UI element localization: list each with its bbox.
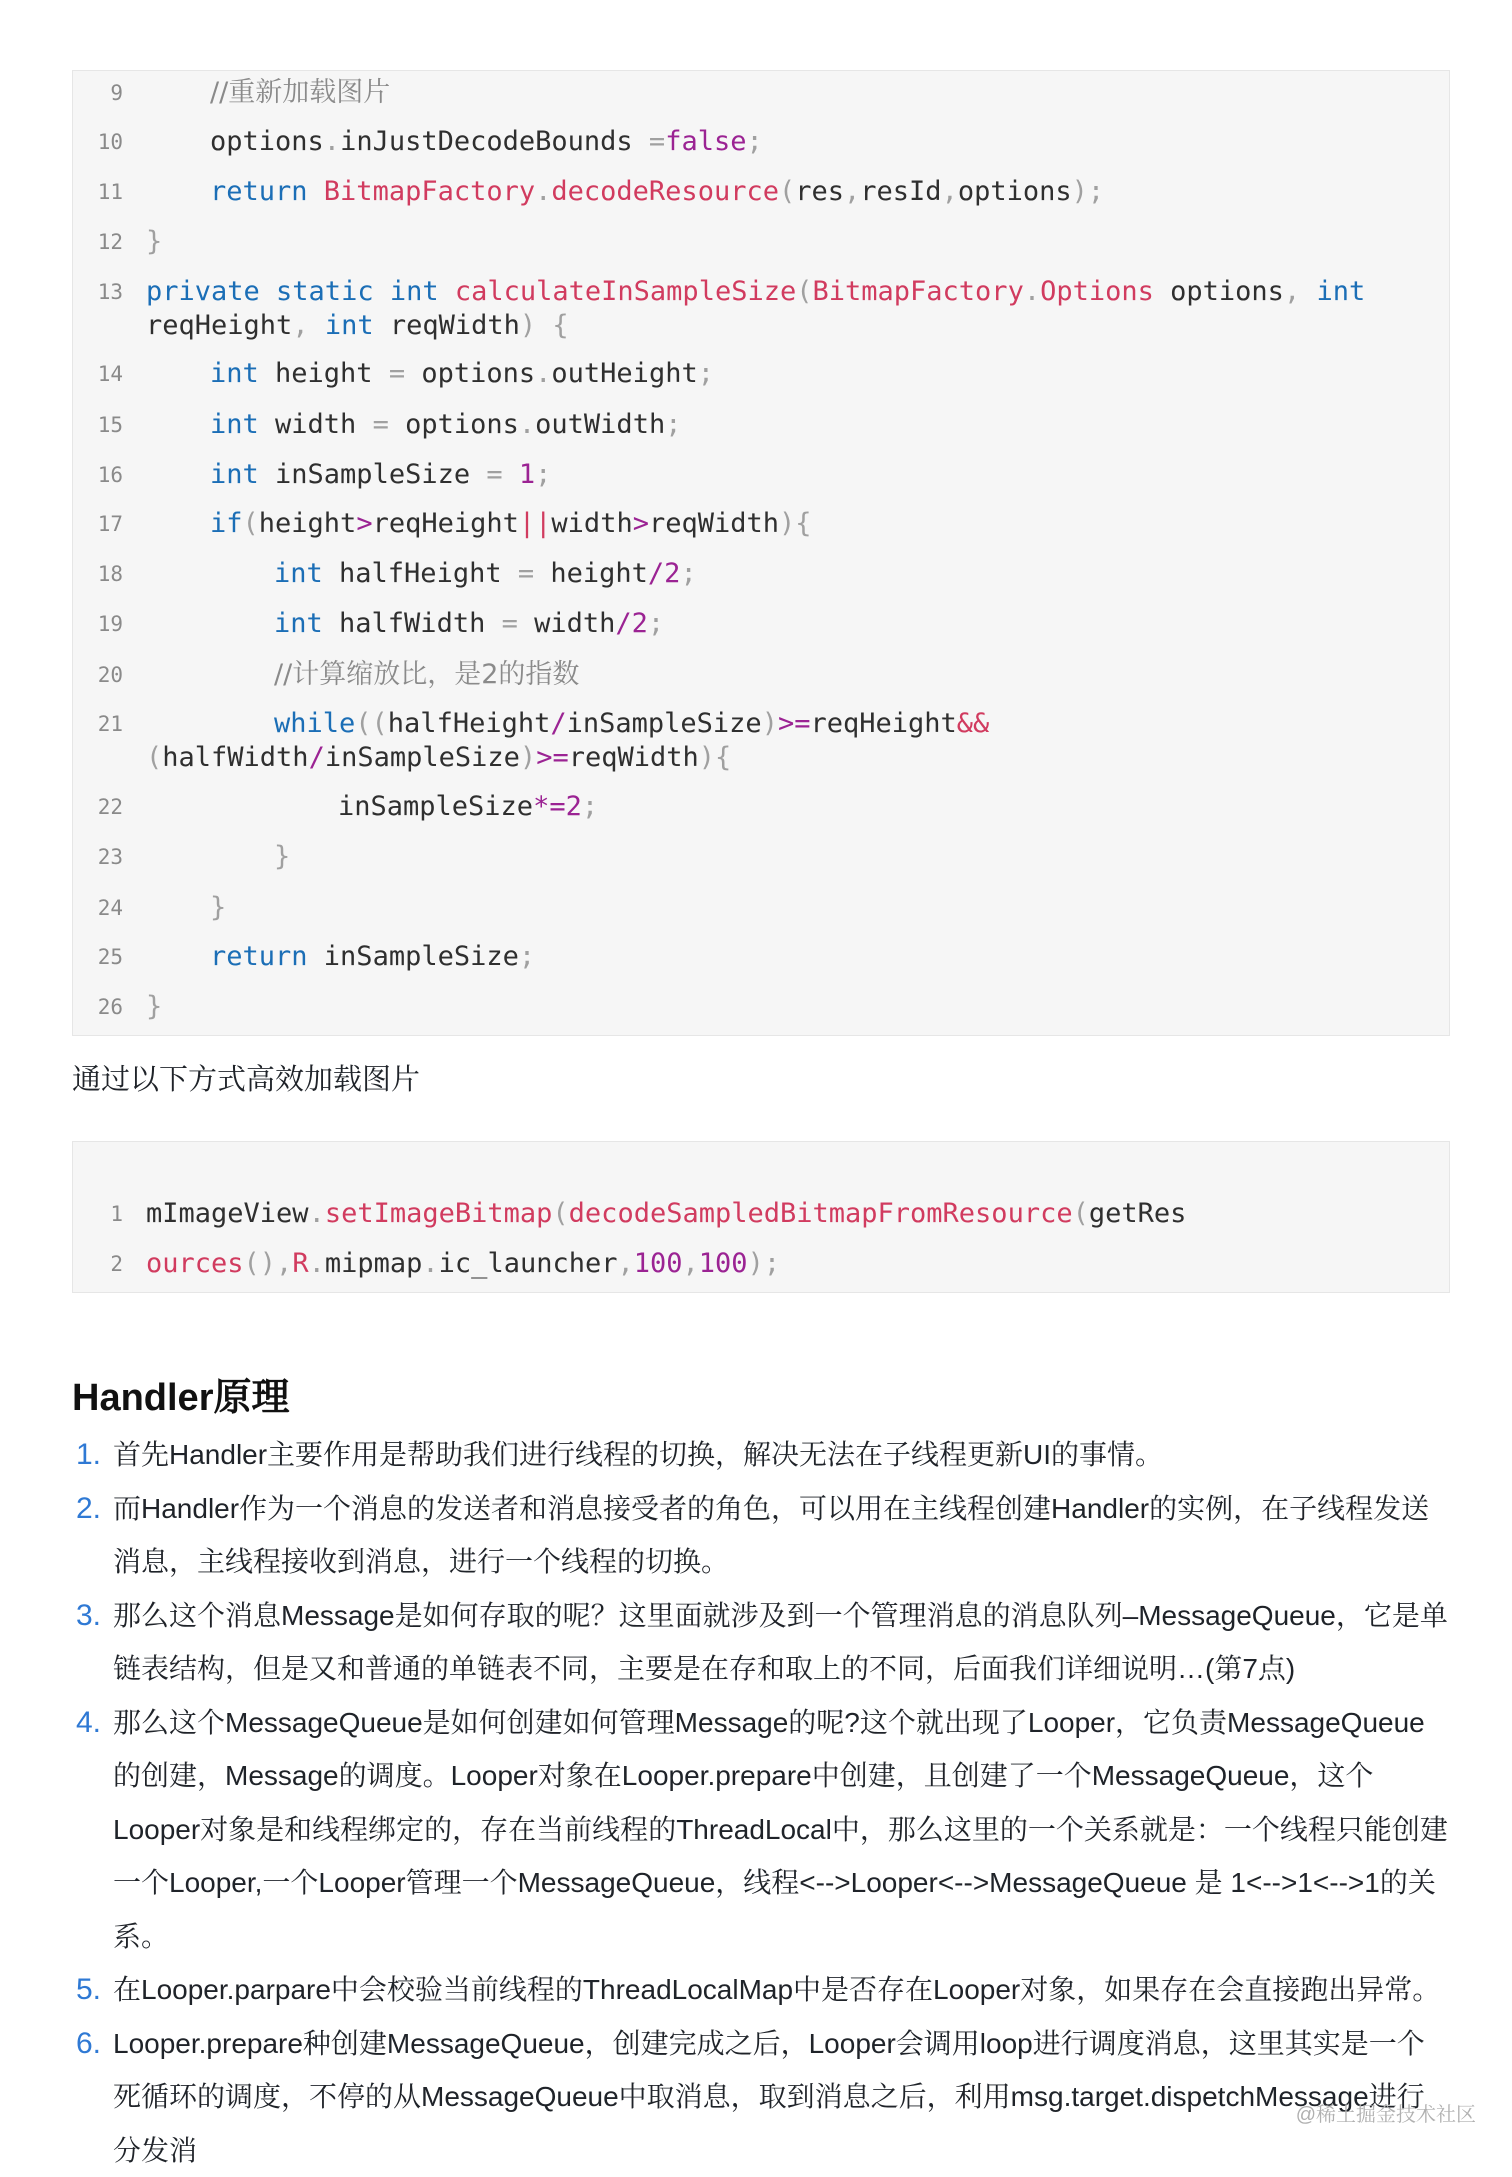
code-token: width xyxy=(534,608,615,639)
code-token: (), xyxy=(244,1248,293,1279)
line-number: 17 xyxy=(73,507,123,541)
code-token: return xyxy=(210,176,324,207)
code-token: private static int xyxy=(146,276,455,307)
line-number: 2 xyxy=(73,1247,123,1281)
code-token: options xyxy=(958,176,1072,207)
list-item-number: 2. xyxy=(76,1482,101,1536)
code-token: inSampleSize xyxy=(325,742,520,773)
code-token: } xyxy=(210,892,226,923)
code-token: ){ xyxy=(779,508,812,539)
code-token: resId xyxy=(860,176,941,207)
code-token: //重新加载图片 xyxy=(210,77,390,108)
section-heading: Handler原理 xyxy=(72,1366,289,1421)
line-number: 25 xyxy=(73,940,123,974)
code-token: . xyxy=(324,126,340,157)
code-token: ( xyxy=(552,1198,568,1229)
principle-list xyxy=(72,1428,1452,2177)
code-block-2 xyxy=(72,1141,1450,1293)
code-token: } xyxy=(274,841,290,872)
code-token: halfHeight xyxy=(388,708,551,739)
watermark: @稀土掘金技术社区 xyxy=(1296,2098,1476,2127)
code-token: . xyxy=(519,409,535,440)
code-token: Options xyxy=(1040,276,1154,307)
code-token: ) { xyxy=(520,310,569,341)
code-token: / xyxy=(550,708,566,739)
code-token: res xyxy=(795,176,844,207)
line-number: 21 xyxy=(73,707,123,741)
code-token: decodeSampledBitmapFromResource xyxy=(569,1198,1073,1229)
code-token: , xyxy=(844,176,860,207)
list-item-number: 6. xyxy=(76,2017,101,2071)
code-token: ; xyxy=(648,608,664,639)
list-item-number: 4. xyxy=(76,1696,101,1750)
line-number: 22 xyxy=(73,790,123,824)
code-token: ( xyxy=(1073,1198,1089,1229)
code-token: / xyxy=(615,608,631,639)
code-token: , xyxy=(942,176,958,207)
code-token: if xyxy=(210,508,243,539)
list-item-text: 那么这个MessageQueue是如何创建如何管理Message的呢?这个就出现了Looper，它负责MessageQueue的创建，Message的调度。Looper对象在Looper.prepare中创建，且创建了一个MessageQueue，这个Looper对象是和线程绑定的，存在当前线程的ThreadLocal中，那么这里的一个关系就是：一个线程只能创建一个Looper,一个Looper管理一个MessageQueue，线程<-->Looper<-->MessageQueue 是 1<-->1<-->1的关系。 xyxy=(113,1707,1448,1952)
code-token: inSampleSize xyxy=(324,941,519,972)
code-token: > xyxy=(356,508,372,539)
code-token: reqHeight xyxy=(810,708,956,739)
code-token: options xyxy=(1154,276,1284,307)
code-text xyxy=(274,607,664,641)
code-token: . xyxy=(309,1248,325,1279)
code-text xyxy=(210,891,226,925)
code-token: false xyxy=(665,126,746,157)
code-token: } xyxy=(146,991,162,1022)
code-token: ic_launcher xyxy=(439,1248,618,1279)
code-text xyxy=(146,309,569,343)
code-token: int xyxy=(1316,276,1365,307)
code-token: halfHeight xyxy=(339,558,518,589)
code-token: ; xyxy=(582,791,598,822)
code-token: ( xyxy=(796,276,812,307)
code-text xyxy=(274,840,290,874)
code-token: 100 xyxy=(699,1248,748,1279)
code-token: ; xyxy=(698,358,714,389)
code-token: while xyxy=(274,708,355,739)
code-token: R xyxy=(292,1248,308,1279)
code-token: outHeight xyxy=(551,358,697,389)
code-token: ; xyxy=(665,409,681,440)
code-token: . xyxy=(535,176,551,207)
line-number: 20 xyxy=(73,658,123,692)
code-token: setImageBitmap xyxy=(325,1198,553,1229)
code-text xyxy=(274,707,989,741)
code-text xyxy=(274,658,579,692)
list-item xyxy=(72,1963,1452,2017)
code-token: mipmap xyxy=(325,1248,423,1279)
code-token: . xyxy=(422,1248,438,1279)
list-item xyxy=(72,1428,1452,1482)
list-item xyxy=(72,1589,1452,1696)
code-token: = xyxy=(518,558,551,589)
code-token: outWidth xyxy=(535,409,665,440)
code-token: calculateInSampleSize xyxy=(455,276,796,307)
code-token: options xyxy=(421,358,535,389)
code-token: reqHeight xyxy=(146,310,292,341)
line-number: 14 xyxy=(73,357,123,391)
code-token: >= xyxy=(778,708,811,739)
code-token: , xyxy=(292,310,325,341)
code-token: BitmapFactory xyxy=(324,176,535,207)
code-text xyxy=(146,990,162,1024)
code-token: 100 xyxy=(634,1248,683,1279)
code-text xyxy=(274,557,697,591)
code-token: ) xyxy=(520,742,536,773)
code-token: 2 xyxy=(632,608,648,639)
code-text xyxy=(210,125,763,159)
code-token: BitmapFactory xyxy=(813,276,1024,307)
list-item-text: 而Handler作为一个消息的发送者和消息接受者的角色，可以用在主线程创建Handler的实例，在子线程发送消息，主线程接收到消息，进行一个线程的切换。 xyxy=(113,1493,1429,1578)
code-token: >= xyxy=(536,742,569,773)
code-text xyxy=(146,225,162,259)
code-token: reqWidth xyxy=(390,310,520,341)
code-token: } xyxy=(146,226,162,257)
code-token: 2 xyxy=(664,558,680,589)
code-token: int xyxy=(210,459,275,490)
code-token: int xyxy=(210,358,275,389)
code-token: int xyxy=(325,310,390,341)
code-token: ; xyxy=(746,126,762,157)
code-token: && xyxy=(957,708,990,739)
code-token: return xyxy=(210,941,324,972)
code-token: height xyxy=(259,508,357,539)
line-number: 15 xyxy=(73,408,123,442)
code-token: 1 xyxy=(519,459,535,490)
code-token: reqWidth xyxy=(569,742,699,773)
code-token: = xyxy=(373,409,406,440)
list-item-text: Looper.prepare种创建MessageQueue，创建完成之后，Looper会调用loop进行调度消息，这里其实是一个死循环的调度，不停的从MessageQueue中取消息，取到消息之后，利用msg.target.dispetchMessage进行分发消 xyxy=(113,2028,1425,2166)
code-token: / xyxy=(309,742,325,773)
code-token: ); xyxy=(748,1248,781,1279)
code-token: > xyxy=(633,508,649,539)
code-token: getRes xyxy=(1089,1198,1187,1229)
list-item-number: 1. xyxy=(76,1428,101,1482)
code-token: height xyxy=(275,358,389,389)
code-text xyxy=(210,175,1104,209)
intro-text: 通过以下方式高效加载图片 xyxy=(72,1060,420,1100)
code-text xyxy=(146,741,731,775)
list-item-text: 那么这个消息Message是如何存取的呢？这里面就涉及到一个管理消息的消息队列–MessageQueue，它是单链表结构，但是又和普通的单链表不同，主要是在存和取上的不同，后面我们详细说明…(第7点) xyxy=(113,1600,1448,1685)
code-text xyxy=(146,1197,1186,1231)
code-token: inSampleSize xyxy=(567,708,762,739)
line-number: 12 xyxy=(73,225,123,259)
code-token: mImageView xyxy=(146,1198,309,1229)
line-number: 13 xyxy=(73,275,123,309)
code-text xyxy=(338,790,598,824)
code-token: ( xyxy=(146,742,162,773)
code-token: height xyxy=(550,558,648,589)
line-number: 24 xyxy=(73,891,123,925)
code-token: reqHeight xyxy=(373,508,519,539)
code-token: inSampleSize xyxy=(338,791,533,822)
code-token: ( xyxy=(243,508,259,539)
code-token: ){ xyxy=(699,742,732,773)
line-number: 10 xyxy=(73,125,123,159)
code-token: inSampleSize xyxy=(275,459,486,490)
code-token: = xyxy=(389,358,422,389)
code-token: halfWidth xyxy=(339,608,502,639)
code-token: decodeResource xyxy=(551,176,779,207)
code-token: , xyxy=(1284,276,1317,307)
list-item xyxy=(72,1696,1452,1964)
code-token: , xyxy=(617,1248,633,1279)
list-item-number: 5. xyxy=(76,1963,101,2017)
code-token: ; xyxy=(680,558,696,589)
code-token: ; xyxy=(535,459,551,490)
code-token: options xyxy=(405,409,519,440)
code-token: / xyxy=(648,558,664,589)
code-token: ources xyxy=(146,1248,244,1279)
code-token: ) xyxy=(762,708,778,739)
code-token: width xyxy=(551,508,632,539)
line-number: 16 xyxy=(73,458,123,492)
list-item-text: 在Looper.parpare中会校验当前线程的ThreadLocalMap中是否存在Looper对象，如果存在会直接跑出异常。 xyxy=(113,1974,1440,2005)
code-text xyxy=(146,1247,780,1281)
line-number: 26 xyxy=(73,990,123,1024)
code-token: ( xyxy=(779,176,795,207)
code-token: ); xyxy=(1072,176,1105,207)
code-text xyxy=(210,357,714,391)
code-token: . xyxy=(309,1198,325,1229)
code-token: = xyxy=(502,608,535,639)
code-token: = xyxy=(486,459,519,490)
code-token: ; xyxy=(519,941,535,972)
list-item-number: 3. xyxy=(76,1589,101,1643)
line-number: 18 xyxy=(73,557,123,591)
code-block-1 xyxy=(72,70,1450,1036)
code-token: options xyxy=(210,126,324,157)
code-text xyxy=(146,275,1365,309)
code-token: || xyxy=(519,508,552,539)
code-text xyxy=(210,940,535,974)
list-item xyxy=(72,2017,1452,2177)
code-text xyxy=(210,507,812,541)
code-token: (( xyxy=(355,708,388,739)
code-token: . xyxy=(1024,276,1040,307)
code-token: int xyxy=(210,409,275,440)
line-number: 11 xyxy=(73,175,123,209)
code-token: int xyxy=(274,558,339,589)
code-token: //计算缩放比，是2的指数 xyxy=(274,659,579,690)
line-number: 23 xyxy=(73,840,123,874)
line-number: 19 xyxy=(73,607,123,641)
list-item xyxy=(72,1482,1452,1589)
code-token: reqWidth xyxy=(649,508,779,539)
code-token: 2 xyxy=(566,791,582,822)
code-text xyxy=(210,458,551,492)
code-token: halfWidth xyxy=(162,742,308,773)
code-token: int xyxy=(274,608,339,639)
code-text xyxy=(210,408,681,442)
code-token: . xyxy=(535,358,551,389)
code-token: , xyxy=(683,1248,699,1279)
code-text xyxy=(210,76,390,110)
line-number: 9 xyxy=(73,76,123,110)
code-token: inJustDecodeBounds xyxy=(340,126,649,157)
code-token: width xyxy=(275,409,373,440)
list-item-text: 首先Handler主要作用是帮助我们进行线程的切换，解决无法在子线程更新UI的事情。 xyxy=(113,1439,1163,1470)
line-number: 1 xyxy=(73,1197,123,1231)
code-token: = xyxy=(649,126,665,157)
code-token: *= xyxy=(533,791,566,822)
